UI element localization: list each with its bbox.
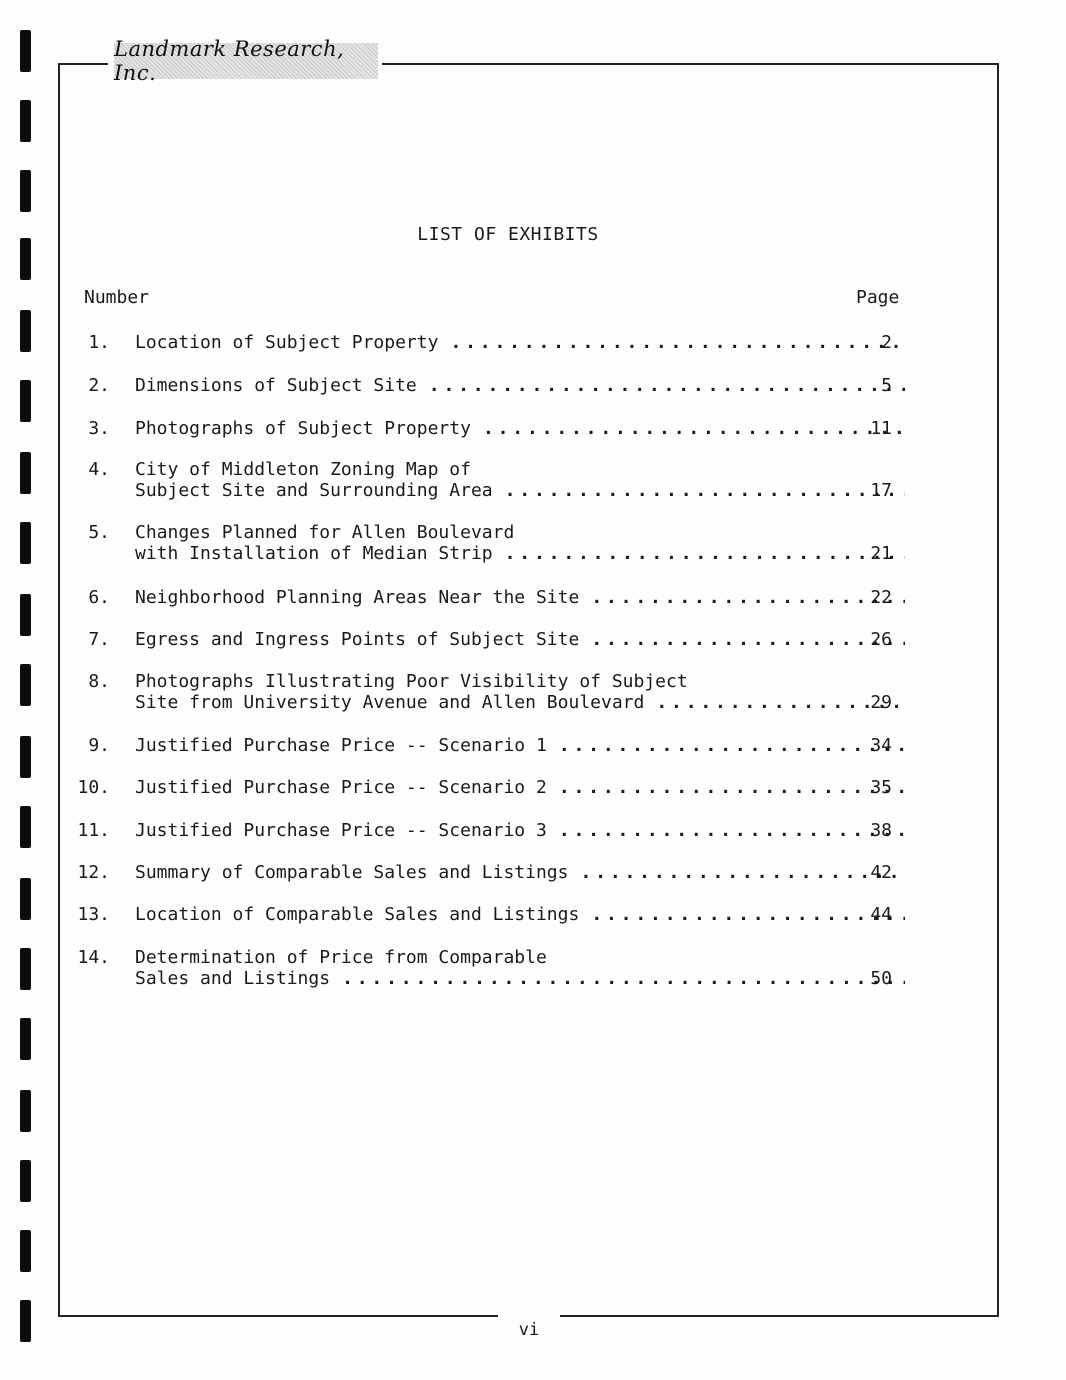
exhibit-title: Location of Comparable Sales and Listings: [135, 904, 580, 925]
exhibit-number: 3.: [88, 418, 110, 439]
exhibit-page: 29: [870, 692, 892, 713]
exhibit-page: 22: [870, 587, 892, 608]
exhibit-number: 13.: [77, 904, 110, 925]
exhibit-title: Neighborhood Planning Areas Near the Site: [135, 587, 580, 608]
exhibit-title: City of Middleton Zoning Map of: [135, 459, 471, 480]
exhibit-title-continued: Sales and Listings: [135, 968, 331, 989]
exhibit-page: 35: [870, 777, 892, 798]
punch-mark: [20, 594, 31, 636]
exhibit-title: Summary of Comparable Sales and Listings: [135, 862, 569, 883]
exhibit-number: 11.: [77, 820, 110, 841]
exhibit-title: Determination of Price from Comparable: [135, 947, 547, 968]
exhibit-title: Justified Purchase Price -- Scenario 1: [135, 735, 547, 756]
exhibit-page: 5: [881, 375, 892, 396]
dot-leader: [450, 332, 905, 353]
punch-mark: [20, 310, 31, 352]
punch-mark: [20, 100, 31, 142]
column-header-number: Number: [84, 287, 150, 308]
exhibit-title-continued: Site from University Avenue and Allen Boulevard: [135, 692, 645, 713]
exhibit-title-continued: with Installation of Median Strip: [135, 543, 493, 564]
exhibit-number: 7.: [88, 629, 110, 650]
dot-leader: [505, 543, 905, 564]
exhibit-title: Photographs Illustrating Poor Visibility of Subject: [135, 671, 688, 692]
page-number: vi: [518, 1320, 540, 1340]
punch-mark: [20, 664, 31, 706]
punch-mark: [20, 1018, 31, 1060]
dot-leader: [429, 375, 905, 396]
dot-leader: [505, 480, 905, 501]
exhibit-number: 12.: [77, 862, 110, 883]
exhibit-title-continued: Subject Site and Surrounding Area: [135, 480, 493, 501]
exhibit-title: Justified Purchase Price -- Scenario 3: [135, 820, 547, 841]
exhibit-number: 6.: [88, 587, 110, 608]
exhibit-title: Dimensions of Subject Site: [135, 375, 417, 396]
exhibit-number: 1.: [88, 332, 110, 353]
exhibit-title: Photographs of Subject Property: [135, 418, 471, 439]
exhibit-page: 42: [870, 862, 892, 883]
punch-mark: [20, 878, 31, 920]
dot-leader: [483, 418, 905, 439]
exhibit-number: 2.: [88, 375, 110, 396]
punch-mark: [20, 736, 31, 778]
punch-mark: [20, 948, 31, 990]
dot-leader: [342, 968, 905, 989]
punch-mark: [20, 1230, 31, 1272]
exhibit-page: 34: [870, 735, 892, 756]
punch-mark: [20, 1160, 31, 1202]
exhibit-title: Justified Purchase Price -- Scenario 2: [135, 777, 547, 798]
exhibit-page: 17: [870, 480, 892, 501]
punch-mark: [20, 170, 31, 212]
exhibit-number: 4.: [88, 459, 110, 480]
punch-mark: [20, 1090, 31, 1132]
exhibit-number: 9.: [88, 735, 110, 756]
exhibit-number: 5.: [88, 522, 110, 543]
column-header-page: Page: [856, 287, 900, 308]
exhibit-page: 50: [870, 968, 892, 989]
exhibit-page: 44: [870, 904, 892, 925]
exhibit-page: 2: [881, 332, 892, 353]
exhibit-number: 10.: [77, 777, 110, 798]
exhibit-page: 26: [870, 629, 892, 650]
page-title: LIST OF EXHIBITS: [417, 224, 599, 245]
exhibit-title: Changes Planned for Allen Boulevard: [135, 522, 515, 543]
punch-mark: [20, 806, 31, 848]
punch-mark: [20, 1300, 31, 1342]
punch-mark: [20, 452, 31, 494]
exhibit-number: 8.: [88, 671, 110, 692]
exhibit-page: 21: [870, 543, 892, 564]
exhibit-title: Location of Subject Property: [135, 332, 439, 353]
exhibit-title: Egress and Ingress Points of Subject Site: [135, 629, 580, 650]
exhibit-number: 14.: [77, 947, 110, 968]
punch-mark: [20, 30, 31, 72]
exhibit-page: 38: [870, 820, 892, 841]
company-logo: Landmark Research, Inc.: [114, 43, 378, 79]
punch-mark: [20, 380, 31, 422]
punch-mark: [20, 522, 31, 564]
exhibit-page: 11: [870, 418, 892, 439]
